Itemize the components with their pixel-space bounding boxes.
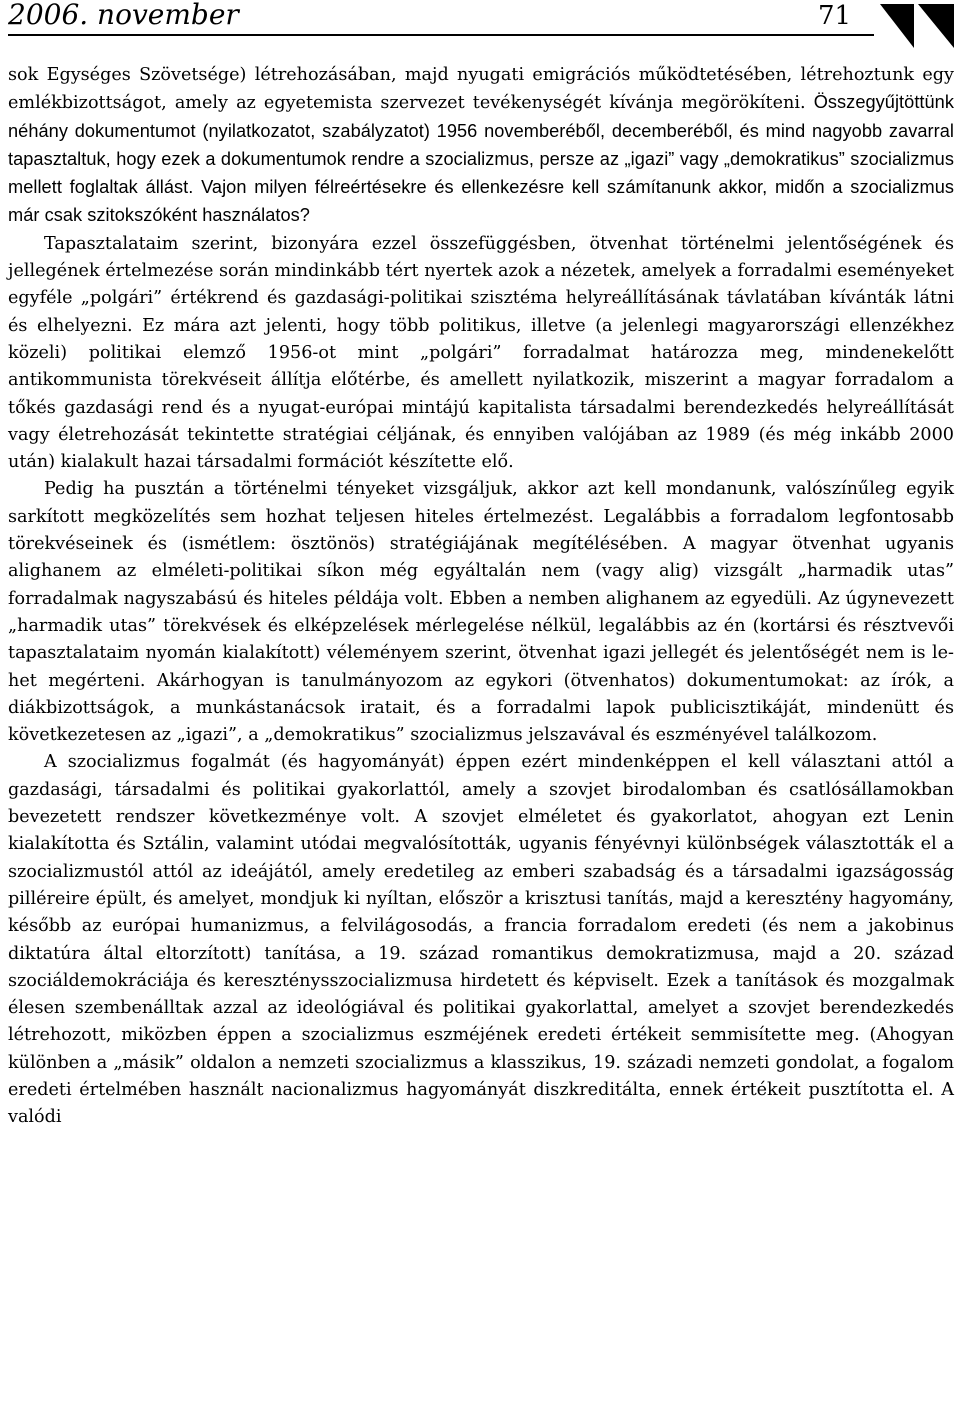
double-triangle-icon — [880, 4, 954, 48]
paragraph-3: Pedig ha pusztán a történelmi tényeket vizsgáljuk, akkor azt kell mondanunk, valószínűleg egyik sarkított megközelítés sem hozhat teljesen hiteles értelmezést. Legalábbis a forradalom legfontosabb törekvéseinek és (ismétlem: ösztönös) stratégiájának megítélésében. A magyar ötvenhat ugyanis alighanem az elméleti-politikai síkon még egyáltalán nem (vagy alig) vizsgált „harmadik utas” forradalmak nagyszabású és hiteles példája volt. Ebben a nemben alighanem az egyedüli. Az úgynevezett „harmadik utas” törekvések és elképzelések mérlegelése nélkül, legalábbis az én (kortársi és résztvevői tapasztalataim nyomán kialakított) véleményem szerint, ötvenhat igazi jellegét és jelentőségét nem is lehet megérteni. Akárhogyan is tanulmányozom az egykori (ötvenhatos) dokumentumokat: az írók, a diákbizottságok, a munkástanácsok iratait, és a forradalmi lapok publicisztikáját, mindenütt és következetesen az „igazi”, a „demokratikus” szocializmus jelszavával és eszményével találkozom. — [8, 479, 954, 746]
page-number: 71 — [818, 1, 852, 31]
paragraph-2-part-b: Ez mára azt jelenti, hogy több politikus, illetve (a jelenlegi magyarországi ellenzékhez közeli) politikai elemző 1956-ot mint „polgári” forradalmat határozza meg, mindenekelőtt antikommunista törekvéseit állítja előtérbe, és amellett nyilatkozik, miszerint a magyar forradalom a tőkés gazdasági rend és a nyugat-európai mintájú kapitalista társadalmi berendezkedés helyreállítását vagy életrehozását tekintette stratégiai céljának, és ennyiben valójában az 1989 (és még inkább 2000 után) kialakult hazai társadalmi formációt készítette elő. — [8, 315, 954, 473]
running-title: 2006. november — [8, 0, 239, 31]
paragraph-4: A szocializmus fogalmát (és hagyományát) éppen ezért mindenképpen el kell választani attól a gazdasági, társadalmi és politikai gyakorlattól, amely a szovjet birodalomban és csatlósállamokban bevezetett rendszer következménye volt. A szovjet elméletet és gyakorlatot, ahogyan ezt Lenin kialakította és Sztálin, valamint utódai megvalósították, ugyanis fényévnyi különbségek választották el a szocializmustól attól az ideájától, amely eredetileg az emberi szabadság és a társadalmi igazságosság pilléreire épült, és amelyet, mondjuk ki nyíltan, először a krisztusi tanítás, majd a keresztény hagyomány, később az európai humanizmus, a felvilágosodás, a francia forradalom eredeti (és nem a jakobinus diktatúra által eltorzított) tanítása, a 19. század romantikus demokratizmusa, majd a 20. század szociáldemokráciája és kereszténysszocializmusa hirdetett és képviselt. Ezek a tanítások és mozgalmak élesen szembenálltak azzal az ideológiával és politikai gyakorlattal, amelyet a szovjet berendezkedés létrehozott, miközben éppen a szocializmus eszméjének eredeti értékeit semmisítette meg. (Ahogyan különben a „másik” oldalon a nemzeti szocializmus a klasszikus, 19. századi nemzeti gondolat, a fogalom eredeti értelmében használt nacionalizmus hagyományát diszkreditálta, ennek értékeit pusztította el. A valódi — [8, 752, 954, 1128]
paragraph-2-part-a: Tapasztalataim szerint, bizonyára ezzel összefüggésben, ötvenhat történelmi jelentőségének és jellegének értelmezése során mindinkább tért nyertek azok a nézetek, amelyek a forradalmi eseményeket egyféle „polgári” értékrend és gazdasági-politikai szisztéma helyreállításának távlatában kívánták látni és elhelyezni. — [8, 233, 954, 336]
page-header — [8, 0, 954, 40]
paragraph-1 — [8, 62, 954, 231]
paragraph-1-part-a: sok Egységes Szövetsége) létrehozásában, majd nyugati emigrációs működtetésében, létrehoztunk egy emlékbizottságot, amely az egyetemista szervezet tevékenységét kívánja megörökíteni. — [8, 65, 954, 114]
paragraph-1-part-b: Összegyűjtöttünk néhány dokumentumot (nyilatkozatot, szabályzatot) 1956 novemberéből, decemberéből, és mind nagyobb zavarral tapasztaltuk, hogy ezek a dokumentumok rendre a szocializmus, persze az „igazi” vagy „demokratikus” szocializmus mellett foglaltak állást. Vajon milyen félreértésekre és ellenkezésre kell számítanunk akkor, midőn a szocializmus már csak szitokszóként használatos? — [8, 92, 954, 226]
article-body — [8, 62, 954, 1132]
paragraph-2 — [8, 231, 954, 477]
header-rule — [8, 34, 874, 36]
